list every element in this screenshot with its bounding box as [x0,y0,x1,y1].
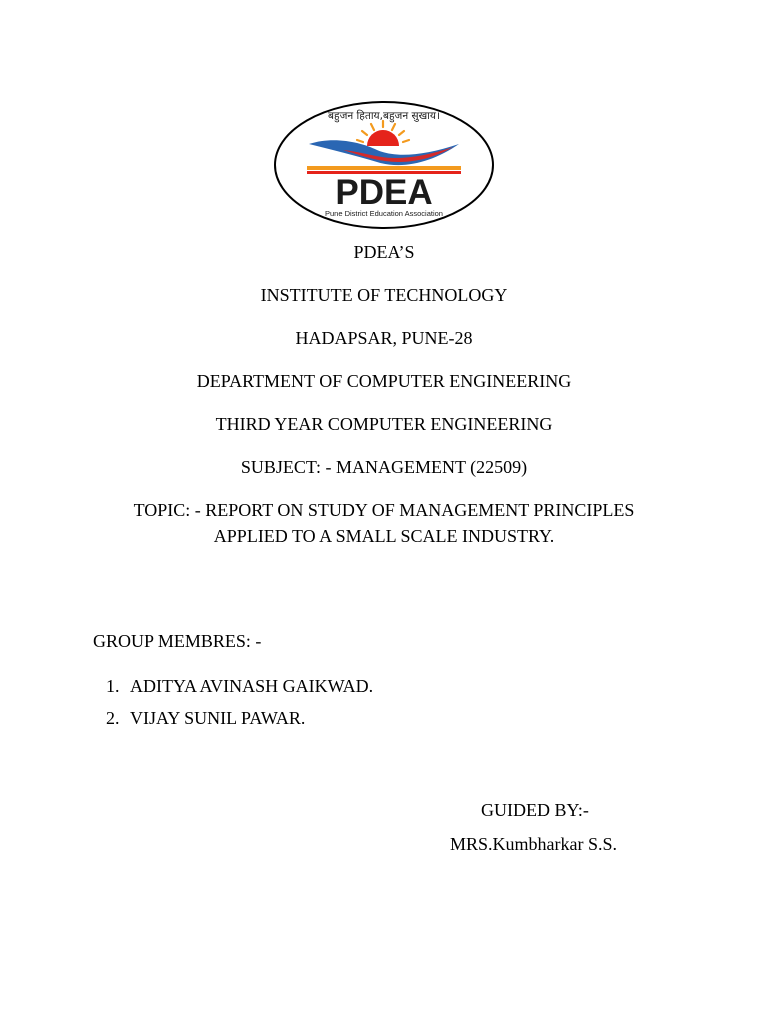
group-members-label: GROUP MEMBRES: - [93,631,262,651]
pdea-logo [273,100,495,230]
list-item [106,706,305,730]
institute-name: INSTITUTE OF TECHNOLOGY [260,285,508,305]
subject-line: SUBJECT: - MANAGEMENT (22509) [240,457,528,477]
guide-name: MRS.Kumbharkar S.S. [450,834,618,854]
logo-motto: बहुजन हिताय,बहुजन सुखाय। [328,110,440,122]
topic-line-2: APPLIED TO A SMALL SCALE INDUSTRY. [213,526,555,546]
guided-by-label: GUIDED BY:- [481,800,589,820]
department-name: DEPARTMENT OF COMPUTER ENGINEERING [196,371,572,391]
logo-bar-orange [307,166,461,170]
list-item [106,674,373,698]
list-item-number: 1. [106,676,120,696]
institute-prefix: PDEA’S [353,242,415,262]
list-item-number: 2. [106,708,120,728]
year-name: THIRD YEAR COMPUTER ENGINEERING [215,414,553,434]
topic-line-1: TOPIC: - REPORT ON STUDY OF MANAGEMENT PRINCIPLES [133,500,635,520]
topic-block [0,497,768,549]
logo-full-name: Pune District Education Association [325,209,443,218]
list-item-name: ADITYA AVINASH GAIKWAD. [130,676,374,696]
list-item-name: VIJAY SUNIL PAWAR. [130,708,306,728]
logo-acronym: PDEA [335,173,433,212]
institute-location: HADAPSAR, PUNE-28 [295,328,473,348]
